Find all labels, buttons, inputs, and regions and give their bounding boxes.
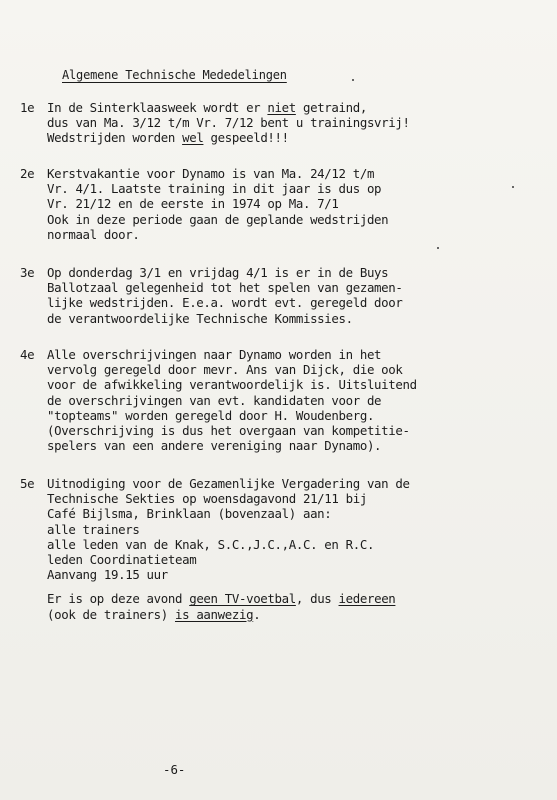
text-line: dus van Ma. 3/12 t/m Vr. 7/12 bent u trainingsvrij! xyxy=(47,115,410,131)
text-line: normaal door. xyxy=(47,226,140,242)
paper-speck xyxy=(437,247,439,249)
text-line: Op donderdag 3/1 en vrijdag 4/1 is er in de Buys xyxy=(47,265,389,280)
underlined-emphasis: niet xyxy=(267,100,296,115)
text-line: Aanvang 19.15 uur xyxy=(47,567,168,583)
underlined-emphasis: iedereen xyxy=(338,591,396,607)
text-line: Alle overschrijvingen naar Dynamo worden in het xyxy=(47,347,382,362)
item-text xyxy=(47,100,545,146)
announcement-item-5 xyxy=(20,476,545,622)
item-text xyxy=(47,265,545,326)
text-line: Ook in deze periode gaan de geplande wedstrijden xyxy=(47,211,389,227)
text-line: vervolg geregeld door mevr. Ans van Dijck, die ook xyxy=(47,362,403,378)
text-line: Vr. 21/12 en de eerste in 1974 op Ma. 7/1 xyxy=(47,196,339,212)
text-line: "topteams" worden geregeld door H. Woudenberg. xyxy=(47,407,375,423)
underlined-emphasis: is aanwezig xyxy=(174,606,254,622)
paper-speck xyxy=(352,79,354,81)
announcement-item-1 xyxy=(20,100,545,146)
paper-speck xyxy=(512,186,514,188)
item-number: 3e xyxy=(20,265,35,280)
text-line: Café Bijlsma, Brinklaan (bovenzaal) aan: xyxy=(47,506,332,522)
announcement-item-3 xyxy=(20,265,545,326)
item-number: 1e xyxy=(20,100,35,115)
announcement-item-2 xyxy=(20,166,545,242)
text-line: lijke wedstrijden. E.e.a. wordt evt. geregeld door xyxy=(47,295,403,311)
text-line: voor de afwikkeling verantwoordelijk is. Uitsluitend xyxy=(47,377,417,393)
item-number: 2e xyxy=(20,166,35,181)
page-number: -6- xyxy=(163,762,186,777)
document-heading: Algemene Technische Mededelingen xyxy=(62,68,287,82)
text-line: alle leden van de Knak, S.C.,J.C.,A.C. en R.C. xyxy=(47,536,375,552)
text-line: In de Sinterklaasweek wordt er niet getraind, xyxy=(47,100,367,115)
text-line: de verantwoordelijke Technische Kommissies. xyxy=(47,310,353,326)
closing-note xyxy=(47,591,545,621)
text-line: (ook de trainers) is aanwezig. xyxy=(47,606,261,622)
text-line: Technische Sekties op woensdagavond 21/11 bij xyxy=(47,491,367,507)
text-line: de overschrijvingen van evt. kandidaten voor de xyxy=(47,392,382,408)
text-line: leden Coordinatieteam xyxy=(47,552,197,568)
item-text xyxy=(47,166,545,242)
announcement-item-4 xyxy=(20,347,545,453)
text-line: Er is op deze avond geen TV-voetbal, dus iedereen xyxy=(47,591,396,607)
text-line: Uitnodiging voor de Gezamenlijke Vergadering van de xyxy=(47,476,410,491)
item-number: 5e xyxy=(20,476,35,491)
item-number: 4e xyxy=(20,347,35,362)
item-text xyxy=(47,347,545,453)
text-line: alle trainers xyxy=(47,521,140,537)
text-line: Wedstrijden worden wel gespeeld!!! xyxy=(47,130,289,146)
underlined-emphasis: geen TV-voetbal xyxy=(189,591,296,607)
item-text xyxy=(47,476,545,582)
text-line: spelers van een andere vereniging naar Dynamo). xyxy=(47,438,382,454)
text-line: Vr. 4/1. Laatste training in dit jaar is dus op xyxy=(47,181,382,197)
underlined-emphasis: wel xyxy=(182,130,204,146)
text-line: Kerstvakantie voor Dynamo is van Ma. 24/12 t/m xyxy=(47,166,375,181)
text-line: (Overschrijving is dus het overgaan van kompetitie- xyxy=(47,423,410,439)
text-line: Ballotzaal gelegenheid tot het spelen van gezamen- xyxy=(47,280,403,296)
